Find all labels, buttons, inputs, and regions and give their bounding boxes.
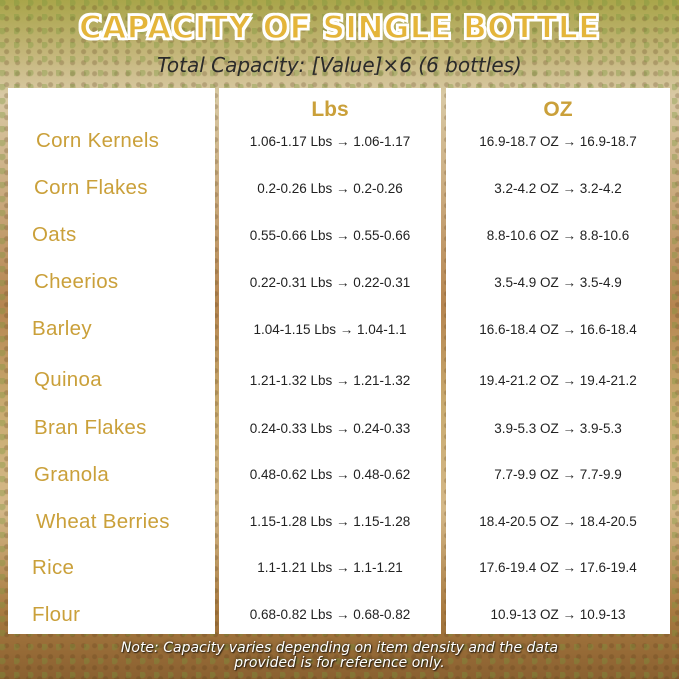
footnote-line-2: provided is for reference only. <box>234 655 445 671</box>
row-label: Wheat Berries <box>36 510 170 533</box>
row-label: Granola <box>34 463 110 486</box>
lbs-cell: 0.68-0.82 Lbs → 0.68-0.82 <box>249 607 411 622</box>
oz-cell: 7.7-9.9 OZ → 7.7-9.9 <box>494 467 622 482</box>
page-subtitle: Total Capacity: [Value]×6 (6 bottles) <box>157 53 522 77</box>
oz-cell: 16.9-18.7 OZ → 16.9-18.7 <box>479 134 637 149</box>
lbs-cell: 1.15-1.28 Lbs → 1.15-1.28 <box>249 514 411 529</box>
row-label: Flour <box>32 603 81 626</box>
oz-cell: 3.9-5.3 OZ → 3.9-5.3 <box>494 421 622 436</box>
row-label: Bran Flakes <box>34 416 147 439</box>
item-names-column <box>8 88 215 634</box>
row-label: Barley <box>32 317 92 340</box>
oz-cell: 10.9-13 OZ → 10.9-13 <box>490 607 626 622</box>
oz-cell: 17.6-19.4 OZ → 17.6-19.4 <box>479 560 637 575</box>
oz-cell: 8.8-10.6 OZ → 8.8-10.6 <box>486 228 630 243</box>
lbs-cell: 1.1-1.21 Lbs → 1.1-1.21 <box>257 560 403 575</box>
oz-cell: 3.2-4.2 OZ → 3.2-4.2 <box>494 181 622 196</box>
footnote <box>0 641 679 671</box>
lbs-cell: 0.24-0.33 Lbs → 0.24-0.33 <box>249 421 411 436</box>
lbs-column <box>219 88 441 634</box>
oz-cell: 18.4-20.5 OZ → 18.4-20.5 <box>479 514 637 529</box>
oz-cell: 19.4-21.2 OZ → 19.4-21.2 <box>479 373 637 388</box>
oz-cell: 16.6-18.4 OZ → 16.6-18.4 <box>479 322 637 337</box>
lbs-header: Lbs <box>311 98 349 121</box>
row-label: Corn Kernels <box>36 129 160 152</box>
lbs-cell: 0.2-0.26 Lbs → 0.2-0.26 <box>257 181 403 196</box>
oz-column <box>446 88 670 634</box>
oz-cell: 3.5-4.9 OZ → 3.5-4.9 <box>494 275 622 290</box>
lbs-cell: 1.21-1.32 Lbs → 1.21-1.32 <box>249 373 411 388</box>
lbs-cell: 0.22-0.31 Lbs → 0.22-0.31 <box>249 275 411 290</box>
oz-header: OZ <box>543 98 573 121</box>
lbs-cell: 1.06-1.17 Lbs → 1.06-1.17 <box>249 134 411 149</box>
row-label: Oats <box>32 223 77 246</box>
lbs-cell: 0.48-0.62 Lbs → 0.48-0.62 <box>249 467 411 482</box>
lbs-cell: 0.55-0.66 Lbs → 0.55-0.66 <box>249 228 411 243</box>
footnote-line-1: Note: Capacity varies depending on item density and the data <box>120 640 559 656</box>
row-label: Rice <box>32 556 75 579</box>
row-label: Quinoa <box>34 368 102 391</box>
row-label: Cheerios <box>34 270 119 293</box>
row-label: Corn Flakes <box>34 176 148 199</box>
lbs-cell: 1.04-1.15 Lbs → 1.04-1.1 <box>253 322 407 337</box>
page-title: CAPACITY OF SINGLE BOTTLE <box>79 10 600 46</box>
